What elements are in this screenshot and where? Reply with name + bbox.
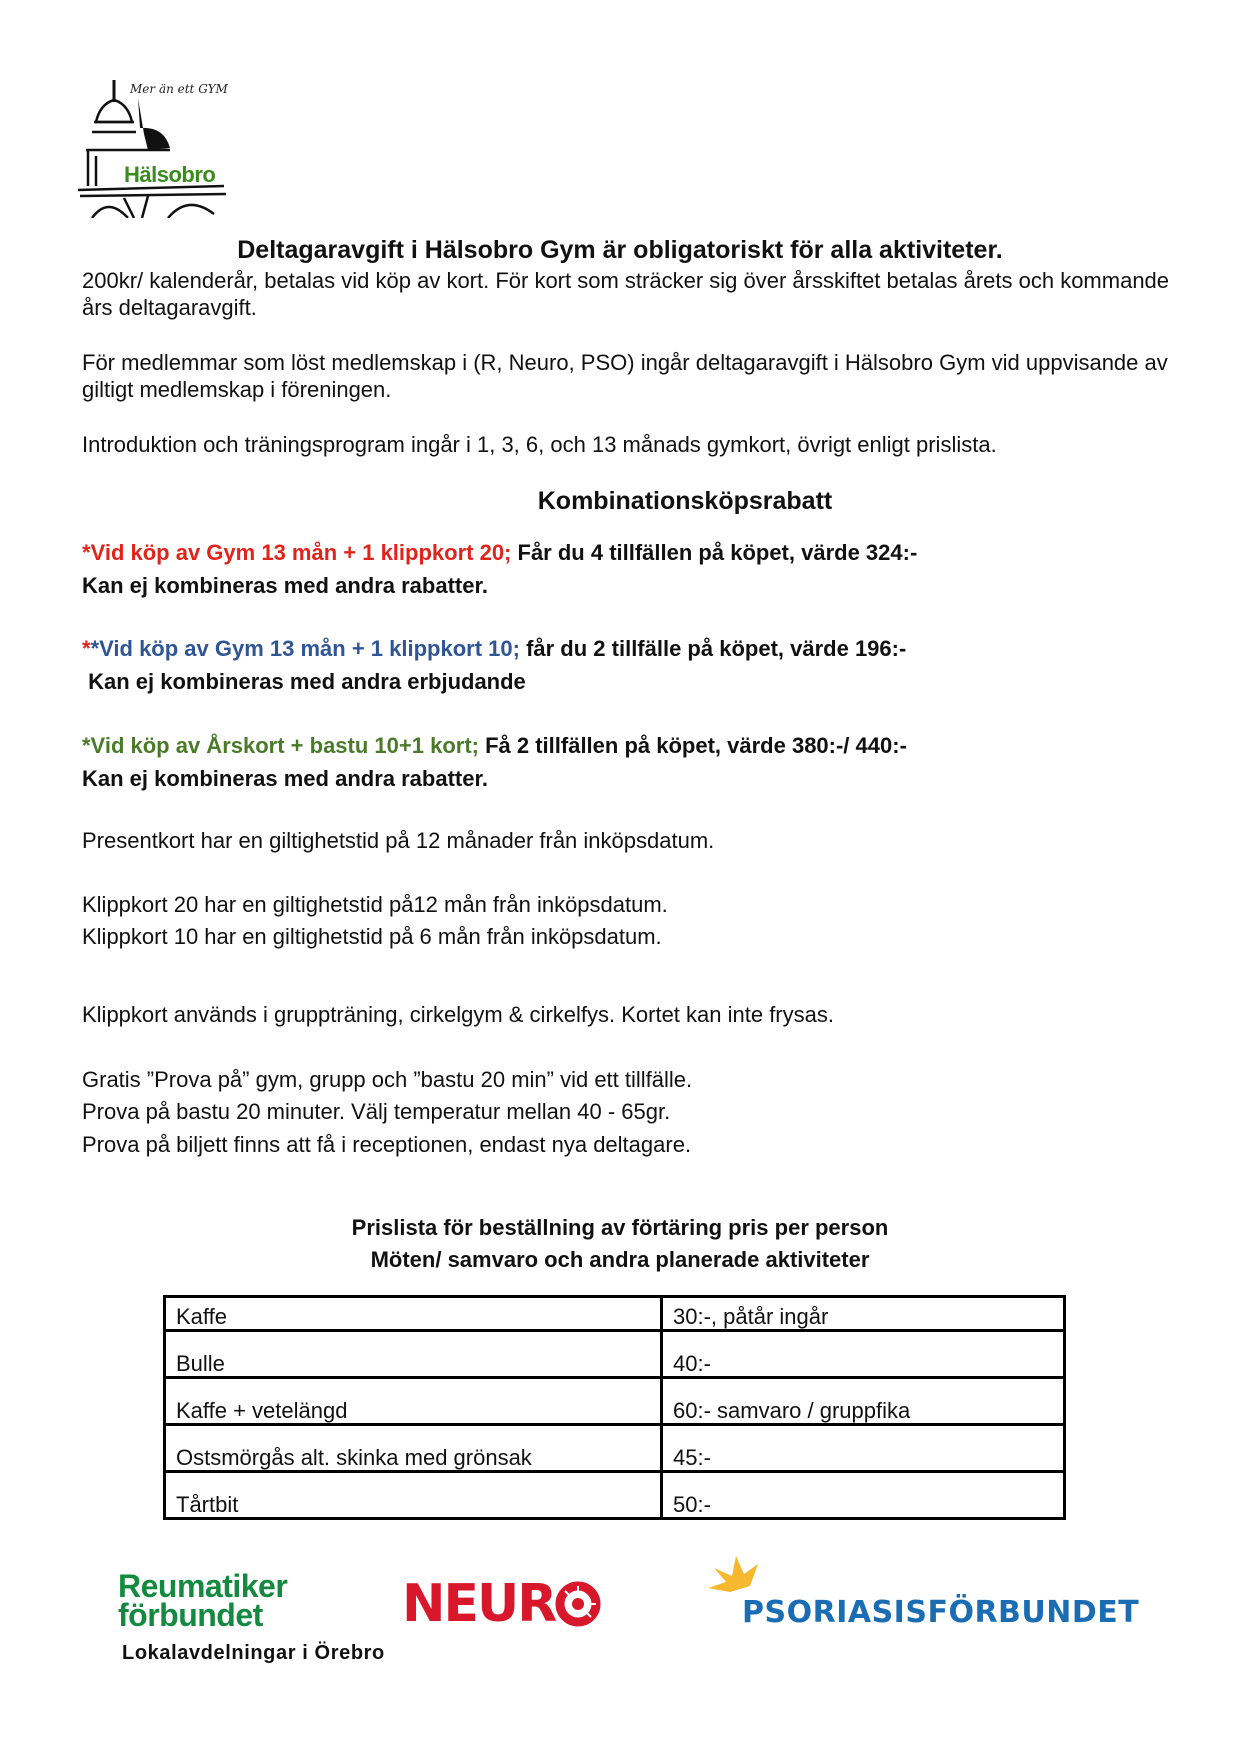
price-cell: 45:- [662, 1425, 1065, 1472]
offer-3-note: Kan ej kombineras med andra rabatter. [82, 766, 488, 791]
offer-1-note: Kan ej kombineras med andra rabatter. [82, 573, 488, 598]
price-cell: 60:- samvaro / gruppfika [662, 1378, 1065, 1425]
info-line: Klippkort 20 har en giltighetstid på12 mån från inköpsdatum. [82, 892, 668, 917]
price-cell: 50:- [662, 1472, 1065, 1519]
item-cell: Ostsmörgås alt. skinka med grönsak [165, 1425, 662, 1472]
fee-paragraph: 200kr/ kalenderår, betalas vid köp av kort. För kort som sträcker sig över årsskiftet betalas årets och kommande års deltagaravgift. [82, 268, 1170, 320]
table-row [165, 1378, 1065, 1425]
item-cell: Kaffe [165, 1297, 662, 1331]
table-row [165, 1472, 1065, 1519]
info-line: Gratis ”Prova på” gym, grupp och ”bastu 20 min” vid ett tillfälle. [82, 1067, 693, 1092]
page-title: Deltagaravgift i Hälsobro Gym är obligatoriskt för alla aktiviteter. [237, 236, 1003, 264]
neuro-o-icon [555, 1581, 601, 1627]
local-branches-label: Lokalavdelningar i Örebro [122, 1642, 385, 1664]
membership-paragraph: För medlemmar som löst medlemskap i (R, Neuro, PSO) ingår deltagaravgift i Hälsobro Gym vid uppvisande av giltigt medlemskap i föreningen. [82, 350, 1168, 402]
offer-3-highlight: *Vid köp av Årskort + bastu 10+1 kort; [82, 733, 479, 758]
price-table [163, 1295, 1066, 1520]
offer-2-text: får du 2 tillfälle på köpet, värde 196:- [519, 636, 907, 661]
neuro-text: NEUR [402, 1574, 556, 1634]
item-cell: Bulle [165, 1331, 662, 1378]
info-line: Prova på bastu 20 minuter. Välj temperatur mellan 40 - 65gr. [82, 1099, 671, 1124]
offer-2-note: Kan ej kombineras med andra erbjudande [82, 669, 526, 694]
offer-3 [82, 729, 1182, 795]
info-line: Klippkort 10 har en giltighetstid på 6 mån från inköpsdatum. [82, 924, 662, 949]
offer-2-highlight: *Vid köp av Gym 13 mån + 1 klippkort 10; [90, 636, 520, 661]
reumatikerforbundet-logo [118, 1568, 288, 1633]
table-row [165, 1331, 1065, 1378]
building-bridge-icon [78, 78, 228, 218]
info-line: Prova på biljett finns att få i receptionen, endast nya deltagare. [82, 1132, 692, 1157]
table-row [165, 1425, 1065, 1472]
psoriasisforbundet-logo: PSORIASISFÖRBUNDET [742, 1595, 1140, 1630]
offer-1-highlight: *Vid köp av Gym 13 mån + 1 klippkort 20; [82, 540, 512, 565]
logo-name: Hälsobro [124, 162, 216, 187]
neuro-logo [402, 1574, 601, 1634]
info-line: Klippkort används i gruppträning, cirkelgym & cirkelfys. Kortet kan inte frysas. [82, 1002, 834, 1027]
price-table-title [0, 1212, 1240, 1276]
offer-1 [82, 536, 1182, 602]
offer-1-text: Får du 4 tillfällen på köpet, värde 324:- [511, 540, 918, 565]
price-cell: 40:- [662, 1331, 1065, 1378]
offer-3-text: Få 2 tillfällen på köpet, värde 380:-/ 440:- [478, 733, 907, 758]
halsobro-logo [78, 78, 228, 218]
table-row [165, 1297, 1065, 1331]
logo-tagline: Mer än ett GYM [130, 82, 228, 96]
combo-heading: Kombinationsköpsrabatt [537, 487, 833, 515]
reuma-line2: förbundet [118, 1597, 263, 1633]
intro-paragraph: Introduktion och träningsprogram ingår i 1, 3, 6, och 13 månads gymkort, övrigt enligt prislista. [82, 432, 997, 457]
item-cell: Tårtbit [165, 1472, 662, 1519]
offer-2: **Vid köp av Gym 13 mån + 1 klippkort 10; får du 2 tillfälle på köpet, värde 196:- Kan ej kombineras med andra erbjudande [82, 632, 1182, 698]
price-table-title-line1: Prislista för beställning av förtäring pris per person [351, 1215, 889, 1240]
price-table-title-line2: Möten/ samvaro och andra planerade aktiviteter [370, 1247, 870, 1272]
item-cell: Kaffe + vetelängd [165, 1378, 662, 1425]
info-line: Presentkort har en giltighetstid på 12 månader från inköpsdatum. [82, 828, 715, 853]
price-cell: 30:-, påtår ingår [662, 1297, 1065, 1331]
reuma-line1: Reumatiker [118, 1568, 288, 1604]
